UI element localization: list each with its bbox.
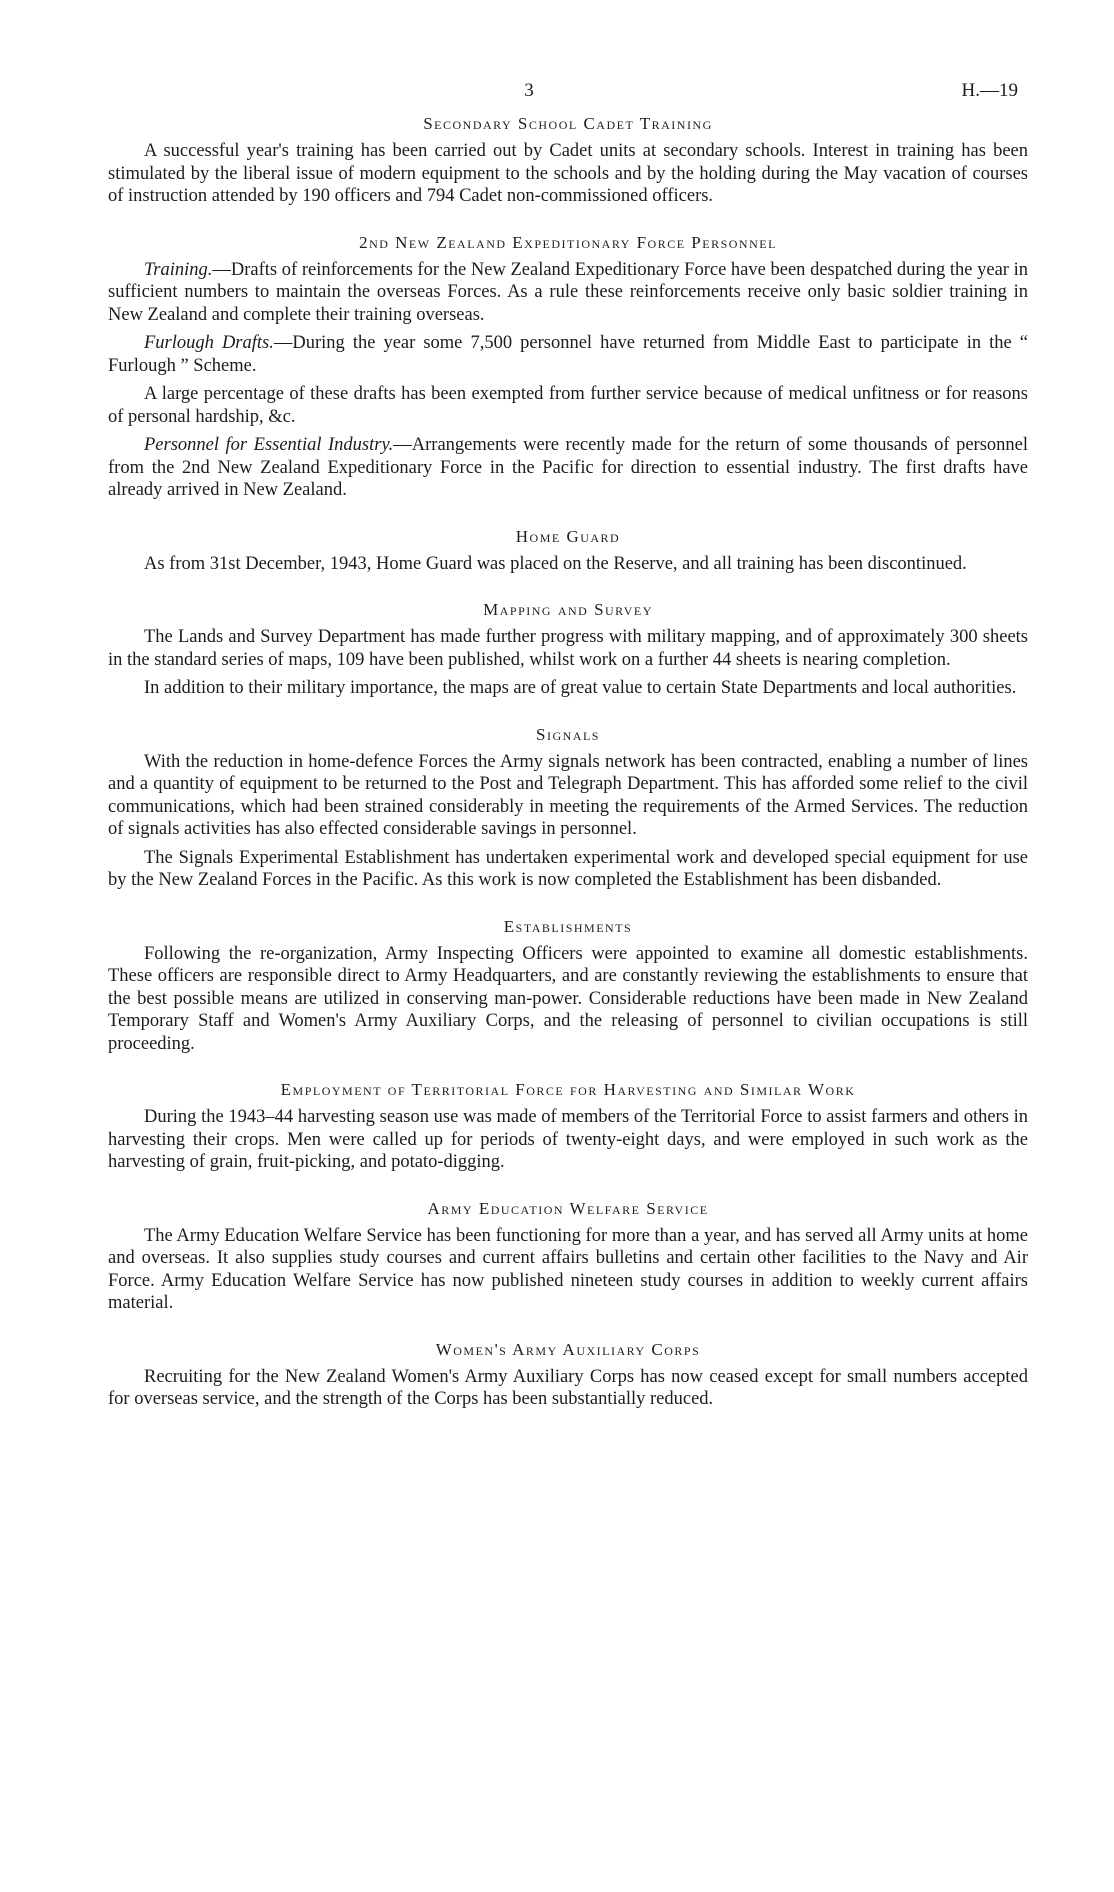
section-army-education-welfare-service (108, 1197, 1028, 1315)
section-heading: Signals (536, 724, 600, 744)
document-reference: H.—19 (961, 80, 1018, 101)
paragraph-text: —Arrangements were recently made for the return of some thousands of personnel from the 2nd New Zealand Expeditionary Force in the Pacific for direction to essential industry. The first drafts have already arrived in New Zealand. (108, 435, 1028, 500)
section-home-guard (108, 525, 1028, 576)
paragraph: The Army Education Welfare Service has been functioning for more than a year, and has served all Army units at home and overseas. It also supplies study courses and current affairs bulletins and certain other facilities to the Navy and Air Force. Army Education Welfare Service has now published nineteen study courses in addition to weekly current affairs material. (108, 1225, 1028, 1313)
paragraph: With the reduction in home-defence Forces the Army signals network has been contracted, enabling a number of lines and a quantity of equipment to be returned to the Post and Telegraph Department. This has afforded some relief to the civil communications, which had been strained considerably in meeting the requirements of the Armed Services. The reduction of signals activities has also effected considerable savings in personnel. (108, 751, 1028, 839)
section-heading: 2nd New Zealand Expeditionary Force Personnel (359, 232, 777, 252)
section-heading: Women's Army Auxiliary Corps (435, 1339, 701, 1359)
section-heading: Establishments (503, 916, 633, 936)
paragraph-lead: Training. (144, 259, 213, 280)
section-mapping-and-survey (108, 598, 1028, 700)
section-heading: Mapping and Survey (483, 600, 653, 619)
paragraph: In addition to their military importance, the maps are of great value to certain State Departments and local authorities. (144, 678, 1017, 698)
paragraph: Following the re-organization, Army Inspecting Officers were appointed to examine all domestic establishments. These officers are responsible direct to Army Headquarters, and are constantly reviewing the establishments to ensure that the best possible means are utilized in conserving man-power. Considerable reductions have been made in New Zealand Temporary Staff and Women's Army Auxiliary Corps, and the releasing of personnel to civilian occupations is still proceeding. (108, 943, 1028, 1054)
paragraph-lead: Personnel for Essential Industry. (144, 435, 394, 455)
section-heading: Army Education Welfare Service (427, 1198, 709, 1218)
section-territorial-force-harvesting (108, 1078, 1028, 1174)
document-body (108, 112, 1028, 1434)
section-signals (108, 723, 1028, 892)
paragraph: Recruiting for the New Zealand Women's Army Auxiliary Corps has now ceased except for small numbers accepted for overseas service, and the strength of the Corps has been substantially reduced. (108, 1366, 1028, 1409)
paragraph-furlough-drafts (108, 332, 1028, 377)
paragraph: The Signals Experimental Establishment has undertaken experimental work and developed special equipment for use by the New Zealand Forces in the Pacific. As this work is now completed the Establishment has been disbanded. (108, 847, 1028, 890)
section-secondary-school-cadet-training (108, 112, 1028, 208)
paragraph: As from 31st December, 1943, Home Guard was placed on the Reserve, and all training has been discontinued. (144, 553, 967, 574)
section-establishments (108, 915, 1028, 1056)
paragraph-text: —Drafts of reinforcements for the New Zealand Expeditionary Force have been despatched during the year in sufficient numbers to maintain the overseas Forces. As a rule these reinforcements receive only basic soldier training in New Zealand and complete their training overseas. (108, 259, 1028, 325)
section-womens-army-auxiliary-corps (108, 1338, 1028, 1411)
paragraph-text: —During the year some 7,500 personnel have returned from Middle East to participate in the “ Furlough ” Scheme. (108, 333, 1028, 376)
section-heading: Secondary School Cadet Training (423, 114, 713, 133)
paragraph: During the 1943–44 harvesting season use was made of members of the Territorial Force to assist farmers and others in harvesting their crops. Men were called up for periods of twenty-eight days, and were employed in such work as the harvesting of grain, fruit-picking, and potato-digging. (108, 1107, 1028, 1172)
paragraph-training (108, 259, 1028, 327)
paragraph-lead: Furlough Drafts. (144, 333, 274, 353)
section-heading: Employment of Territorial Force for Harvesting and Similar Work (280, 1080, 856, 1099)
section-heading: Home Guard (515, 526, 621, 546)
section-2nzef-personnel (108, 231, 1028, 502)
paragraph: A successful year's training has been carried out by Cadet units at secondary schools. Interest in training has been stimulated by the liberal issue of modern equipment to the schools and by the holding during the May vacation of courses of instruction attended by 190 officers and 794 Cadet non-commissioned officers. (108, 141, 1028, 206)
paragraph-essential-industry (108, 434, 1028, 502)
page-header (0, 80, 1114, 110)
page-number: 3 (524, 80, 534, 101)
paragraph: A large percentage of these drafts has been exempted from further service because of medical unfitness or for reasons of personal hardship, &c. (108, 384, 1028, 427)
paragraph: The Lands and Survey Department has made further progress with military mapping, and of approximately 300 sheets in the standard series of maps, 109 have been published, whilst work on a further 44 sheets is nearing completion. (108, 627, 1028, 670)
